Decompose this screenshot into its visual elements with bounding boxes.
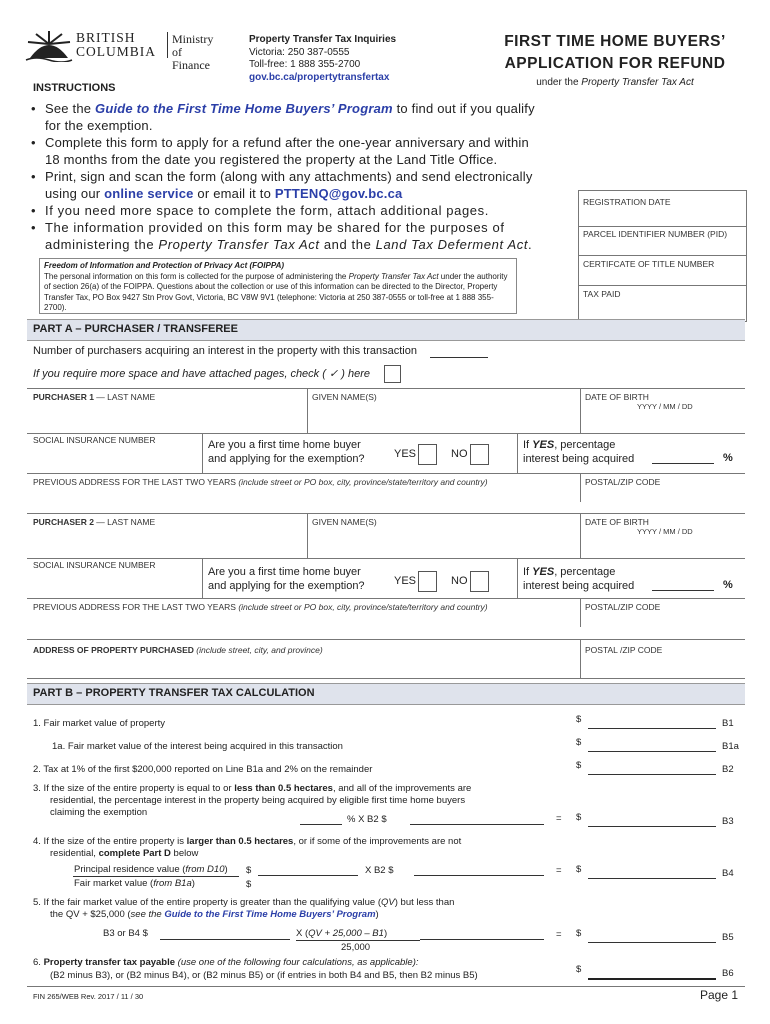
line-b1a-dollar: $ [576,737,582,748]
instruction-4: • If you need more space to complete the form, attach additional pages. [29,202,539,219]
purchaser-2-yes-checkbox[interactable] [418,571,437,592]
pid-label: PARCEL IDENTIFIER NUMBER (PID) [583,229,728,239]
line-b5-b3b4-input[interactable] [160,929,290,940]
line-b4-dollar: $ [576,864,582,875]
property-address-label: ADDRESS OF PROPERTY PURCHASED (include street, city, and province) [33,645,323,655]
purchaser-1-sin-label: SOCIAL INSURANCE NUMBER [33,435,156,445]
line-b4-input[interactable] [588,866,716,879]
form-title-line2: APPLICATION FOR REFUND [504,55,726,72]
part-b-header: PART B – PROPERTY TRANSFER TAX CALCULATION [27,683,745,705]
line-b3-equals: = [556,813,562,824]
purchaser-2-pct-input[interactable] [652,579,714,591]
ptt-website-link[interactable]: gov.bc.ca/propertytransfertax [249,71,390,83]
line-b3-label: 3. If the size of the entire property is equal to or less than 0.5 hectares, and all of the improvements are residential, the percentage interest in the property being acquired by eligible first time home buyers claiming the exemption [33,783,472,818]
form-id: FIN 265/WEB Rev. 2017 / 11 / 30 [33,992,144,1001]
line-b4-x-b2: X B2 $ [365,865,394,876]
purchaser-1-postal-input[interactable] [585,487,740,499]
purchaser-1-dob-label: DATE OF BIRTH [585,392,649,402]
line-b5-equals: = [556,929,562,940]
purchaser-2-last-name-input[interactable] [33,530,301,554]
line-b5-input[interactable] [588,930,716,943]
line-b5-label: 5. If the fair market value of the entire property is greater than the qualifying value (QV) but less than the QV + $25,000 (see the Guide to the First Time Home Buyers’ Program) [33,897,455,920]
purchaser-1-block [27,388,745,502]
line-b3-calc: % X B2 $ [347,814,387,825]
purchaser-1-ftb-question: Are you a first time home buyer and applying for the exemption? [208,439,365,465]
purchaser-2-pct-label: If YES, percentage interest being acquired [523,566,635,592]
line-b3-b2-input[interactable] [410,814,544,825]
line-b4-principal-input[interactable] [258,865,358,876]
line-b2-dollar: $ [576,760,582,771]
line-b5-formula-input[interactable] [420,929,544,940]
line-b5-formula: X (QV + 25,000 – B1) [296,928,388,939]
line-b4-label: 4. If the size of the entire property is larger than 0.5 hectares, or if some of the improvements are not residential, complete Part D below [33,836,462,859]
email-link[interactable]: PTTENQ@gov.bc.ca [274,186,403,201]
line-b5-b3b4-label: B3 or B4 $ [103,928,148,939]
purchaser-1-pct-label: If YES, percentage interest being acquired [523,439,635,465]
line-b4-fmv-dollar: $ [246,879,252,890]
purchaser-2-postal-label: POSTAL/ZIP CODE [585,602,661,612]
purchaser-2-dob-format: YYYY / MM / DD [637,527,693,536]
purchaser-1-yes-checkbox[interactable] [418,444,437,465]
purchaser-1-yes-label: YES [394,448,417,460]
purchaser-2-ftb-question: Are you a first time home buyer and applying for the exemption? [208,566,365,592]
purchaser-1-given-input[interactable] [312,405,574,429]
purchaser-1-dob-format: YYYY / MM / DD [637,402,693,411]
line-b4-equals: = [556,865,562,876]
purchaser-2-prev-address-label: PREVIOUS ADDRESS FOR THE LAST TWO YEARS (include street or PO box, city, province/state/territory and country) [33,602,488,612]
purchaser-1-no-checkbox[interactable] [470,444,489,465]
inquiries-block [249,34,396,84]
line-b4-fmv-label: Fair market value (from B1a) [74,878,195,889]
more-space-label: If you require more space and have attached pages, check ( ✓ ) here [33,368,370,380]
line-b2-code: B2 [722,764,734,775]
online-service-link[interactable]: online service [104,186,194,201]
instruction-1: • See the Guide to the First Time Home Buyers’ Program to find out if you qualify for the exemption. [29,100,539,134]
purchaser-1-pct-sign: % [723,452,733,464]
purchaser-2-given-input[interactable] [312,530,574,554]
line-b5-code: B5 [722,932,734,943]
guide-link-2[interactable]: Guide to the First Time Home Buyers’ Program [164,909,376,920]
purchaser-1-postal-label: POSTAL/ZIP CODE [585,477,661,487]
line-b6-input[interactable] [588,966,716,980]
num-purchasers-label: Number of purchasers acquiring an interest in the property with this transaction [33,345,417,357]
purchaser-1-prev-address-input[interactable] [33,487,573,499]
line-b3-code: B3 [722,816,734,827]
purchaser-2-block [27,513,745,627]
form-title-line1: FIRST TIME HOME BUYERS’ [504,33,726,50]
purchaser-2-prev-address-input[interactable] [33,612,573,624]
line-b3-pct-input[interactable] [300,814,342,825]
bc-sun-icon [24,30,74,62]
instructions-list [29,100,539,253]
purchaser-1-prev-address-label: PREVIOUS ADDRESS FOR THE LAST TWO YEARS (include street or PO box, city, province/state/territory and country) [33,477,488,487]
line-b2-input[interactable] [588,762,716,775]
purchaser-1-no-label: NO [451,448,468,460]
line-b6-label: 6. Property transfer tax payable (use one of the following four calculations, as applicable): (B2 minus B3), or (B2 minus B4), or (B2 minus B5) or (if entries in both B4 and B5, then B2 minus B5) [33,957,478,981]
line-b4-code: B4 [722,868,734,879]
purchaser-2-no-label: NO [451,575,468,587]
ministry-line2: Finance [172,58,210,72]
property-address-input[interactable] [33,657,573,674]
registration-date-label: REGISTRATION DATE [583,197,671,207]
purchaser-2-given-label: GIVEN NAME(S) [312,517,377,527]
line-b3-input[interactable] [588,814,716,827]
line-b4-principal-dollar: $ [246,865,252,876]
line-b1a-label: 1a. Fair market value of the interest being acquired in this transaction [52,741,343,752]
property-postal-input[interactable] [585,657,740,674]
purchaser-2-dob-input[interactable] [585,536,740,554]
line-b6-dollar: $ [576,964,582,975]
line-b3-dollar: $ [576,812,582,823]
checkmark-icon: ✓ [328,368,339,380]
inquiries-title: Property Transfer Tax Inquiries [249,34,397,45]
line-b5-dollar: $ [576,928,582,939]
more-space-checkbox[interactable] [384,365,401,383]
property-postal-label: POSTAL /ZIP CODE [585,645,663,655]
line-b5-denominator: 25,000 [341,942,371,953]
purchaser-2-no-checkbox[interactable] [470,571,489,592]
line-b4-b2-input[interactable] [414,865,544,876]
purchaser-1-sin-input[interactable] [33,447,197,469]
footer-divider [27,986,745,987]
certificate-label: CERTIFCATE OF TITLE NUMBER [583,259,715,269]
purchaser-1-pct-input[interactable] [652,452,714,464]
instruction-2: • Complete this form to apply for a refund after the one-year anniversary and within 18 months from the date you registered the property at the Land Title Office. [29,134,539,168]
victoria-phone: Victoria: 250 387-0555 [249,46,350,58]
purchaser-1-last-name-input[interactable] [33,405,301,429]
purchaser-2-yes-label: YES [394,575,417,587]
line-b1-dollar: $ [576,714,582,725]
part-a-header: PART A – PURCHASER / TRANSFEREE [27,319,745,341]
line-b1a-input[interactable] [588,739,716,752]
purchaser-2-postal-input[interactable] [585,612,740,624]
purchaser-1-given-label: GIVEN NAME(S) [312,392,377,402]
purchaser-2-last-name-label: PURCHASER 2 — LAST NAME [33,517,156,527]
purchaser-1-dob-input[interactable] [585,411,740,429]
tollfree-phone: Toll-free: 1 888 355-2700 [249,59,361,70]
bc-logo [24,28,219,72]
ministry-line1: Ministry of [172,32,214,59]
instruction-3: • Print, sign and scan the form (along with any attachments) and send electronically using our online service or email it to PTTENQ@gov.bc.ca [29,168,539,202]
office-use-box [578,190,747,322]
purchaser-2-sin-label: SOCIAL INSURANCE NUMBER [33,560,156,570]
line-b1-label: 1. Fair market value of property [33,718,165,729]
page-number: Page 1 [700,988,739,1002]
property-address-block [27,639,745,679]
purchaser-2-pct-sign: % [723,579,733,591]
line-b4-principal-label: Principal residence value (from D10) [74,864,228,875]
guide-link[interactable]: Guide to the First Time Home Buyers’ Program [95,101,393,116]
line-b6-code: B6 [722,968,734,979]
foippa-text: The personal information on this form is collected for the purpose of administering the Property Transfer Tax Act under the authority of section 26(a) of the FOIPPA. Questions about the collection or use of this information can be directed to the Director, Property Transfer Tax, PO Box 9427 Stn Prov Govt, Victoria, BC V8W 9V1 (telephone: Victoria at 250 387-0555 or toll-free at 1 888 355-2700). [44,271,508,312]
form-title [480,32,750,88]
tax-paid-label: TAX PAID [583,289,621,299]
line-b1-input[interactable] [588,716,716,729]
instruction-5: • The information provided on this form may be shared for the purposes of administering the Property Transfer Tax Act and the Land Tax Deferment Act. [29,219,539,253]
line-b2-label: 2. Tax at 1% of the first $200,000 reported on Line B1a and 2% on the remainder [33,764,373,775]
line-b1-code: B1 [722,718,734,729]
form-subtitle: under the Property Transfer Tax Act [536,77,694,88]
bc-logo-line1: BRITISH [76,30,136,45]
instructions-heading: INSTRUCTIONS [33,82,116,94]
foippa-notice [39,258,517,314]
num-purchasers-input[interactable] [430,346,488,358]
bc-logo-line2: COLUMBIA [76,44,157,59]
purchaser-2-dob-label: DATE OF BIRTH [585,517,649,527]
purchaser-2-sin-input[interactable] [33,572,197,594]
line-b4-fmv-input[interactable] [258,879,358,889]
foippa-title: Freedom of Information and Protection of Privacy Act (FOIPPA) [44,261,285,270]
purchaser-1-last-name-label: PURCHASER 1 — LAST NAME [33,392,156,402]
line-b1a-code: B1a [722,741,739,752]
